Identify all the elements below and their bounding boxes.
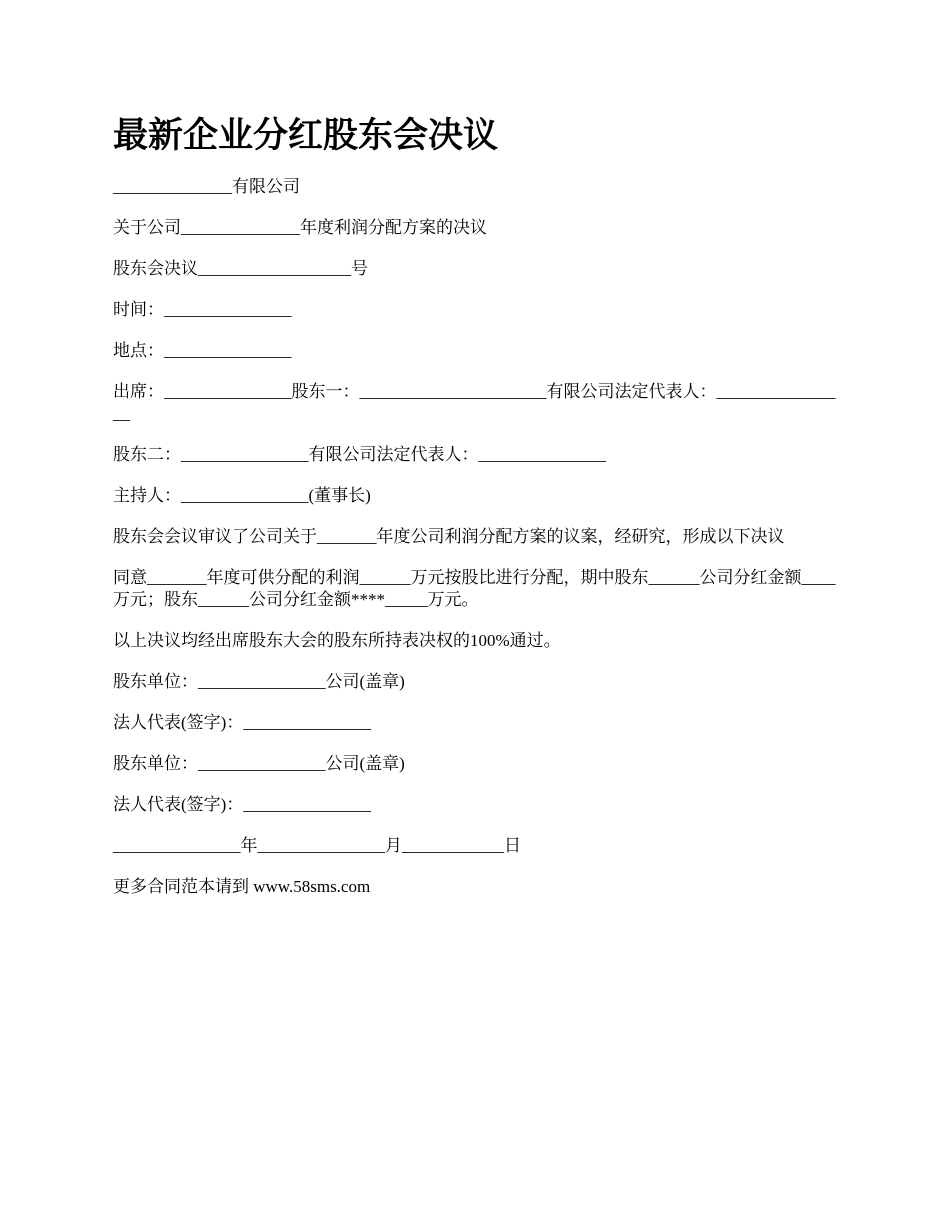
distribution-statement: 同意_______年度可供分配的利润______万元按股比进行分配，期中股东______公司分红金额____万元；股东______公司分红金额****_____万元。 (113, 568, 836, 609)
legal-rep-signature-2: 法人代表(签字)：_______________ (113, 795, 371, 814)
host-line: 主持人：_______________(董事长) (113, 486, 371, 505)
company-name-line: ______________有限公司 (113, 177, 300, 196)
resolution-number-line: 股东会决议__________________号 (113, 259, 368, 278)
date-line: _______________年_______________月____________日 (113, 836, 521, 855)
time-line: 时间：_______________ (113, 300, 292, 319)
document-title: 最新企业分红股东会决议 (113, 116, 499, 156)
shareholder-unit-1: 股东单位：_______________公司(盖章) (113, 672, 405, 691)
legal-rep-signature-1: 法人代表(签字)：_______________ (113, 713, 371, 732)
resolution-subject-line: 关于公司______________年度利润分配方案的决议 (113, 218, 487, 237)
attendees-line: 出席：_______________股东一：______________________有限公司法定代表人：________________ (113, 382, 836, 423)
shareholder-unit-2: 股东单位：_______________公司(盖章) (113, 754, 405, 773)
approval-statement: 以上决议均经出席股东大会的股东所持表决权的100%通过。 (113, 631, 561, 650)
location-line: 地点：_______________ (113, 341, 292, 360)
review-statement: 股东会会议审议了公司关于_______年度公司利润分配方案的议案，经研究，形成以下决议 (113, 527, 785, 546)
document-page (113, 114, 838, 917)
shareholder-two-line: 股东二：_______________有限公司法定代表人：_______________ (113, 445, 606, 464)
footer-link-text: 更多合同范本请到 www.58sms.com (113, 877, 371, 896)
